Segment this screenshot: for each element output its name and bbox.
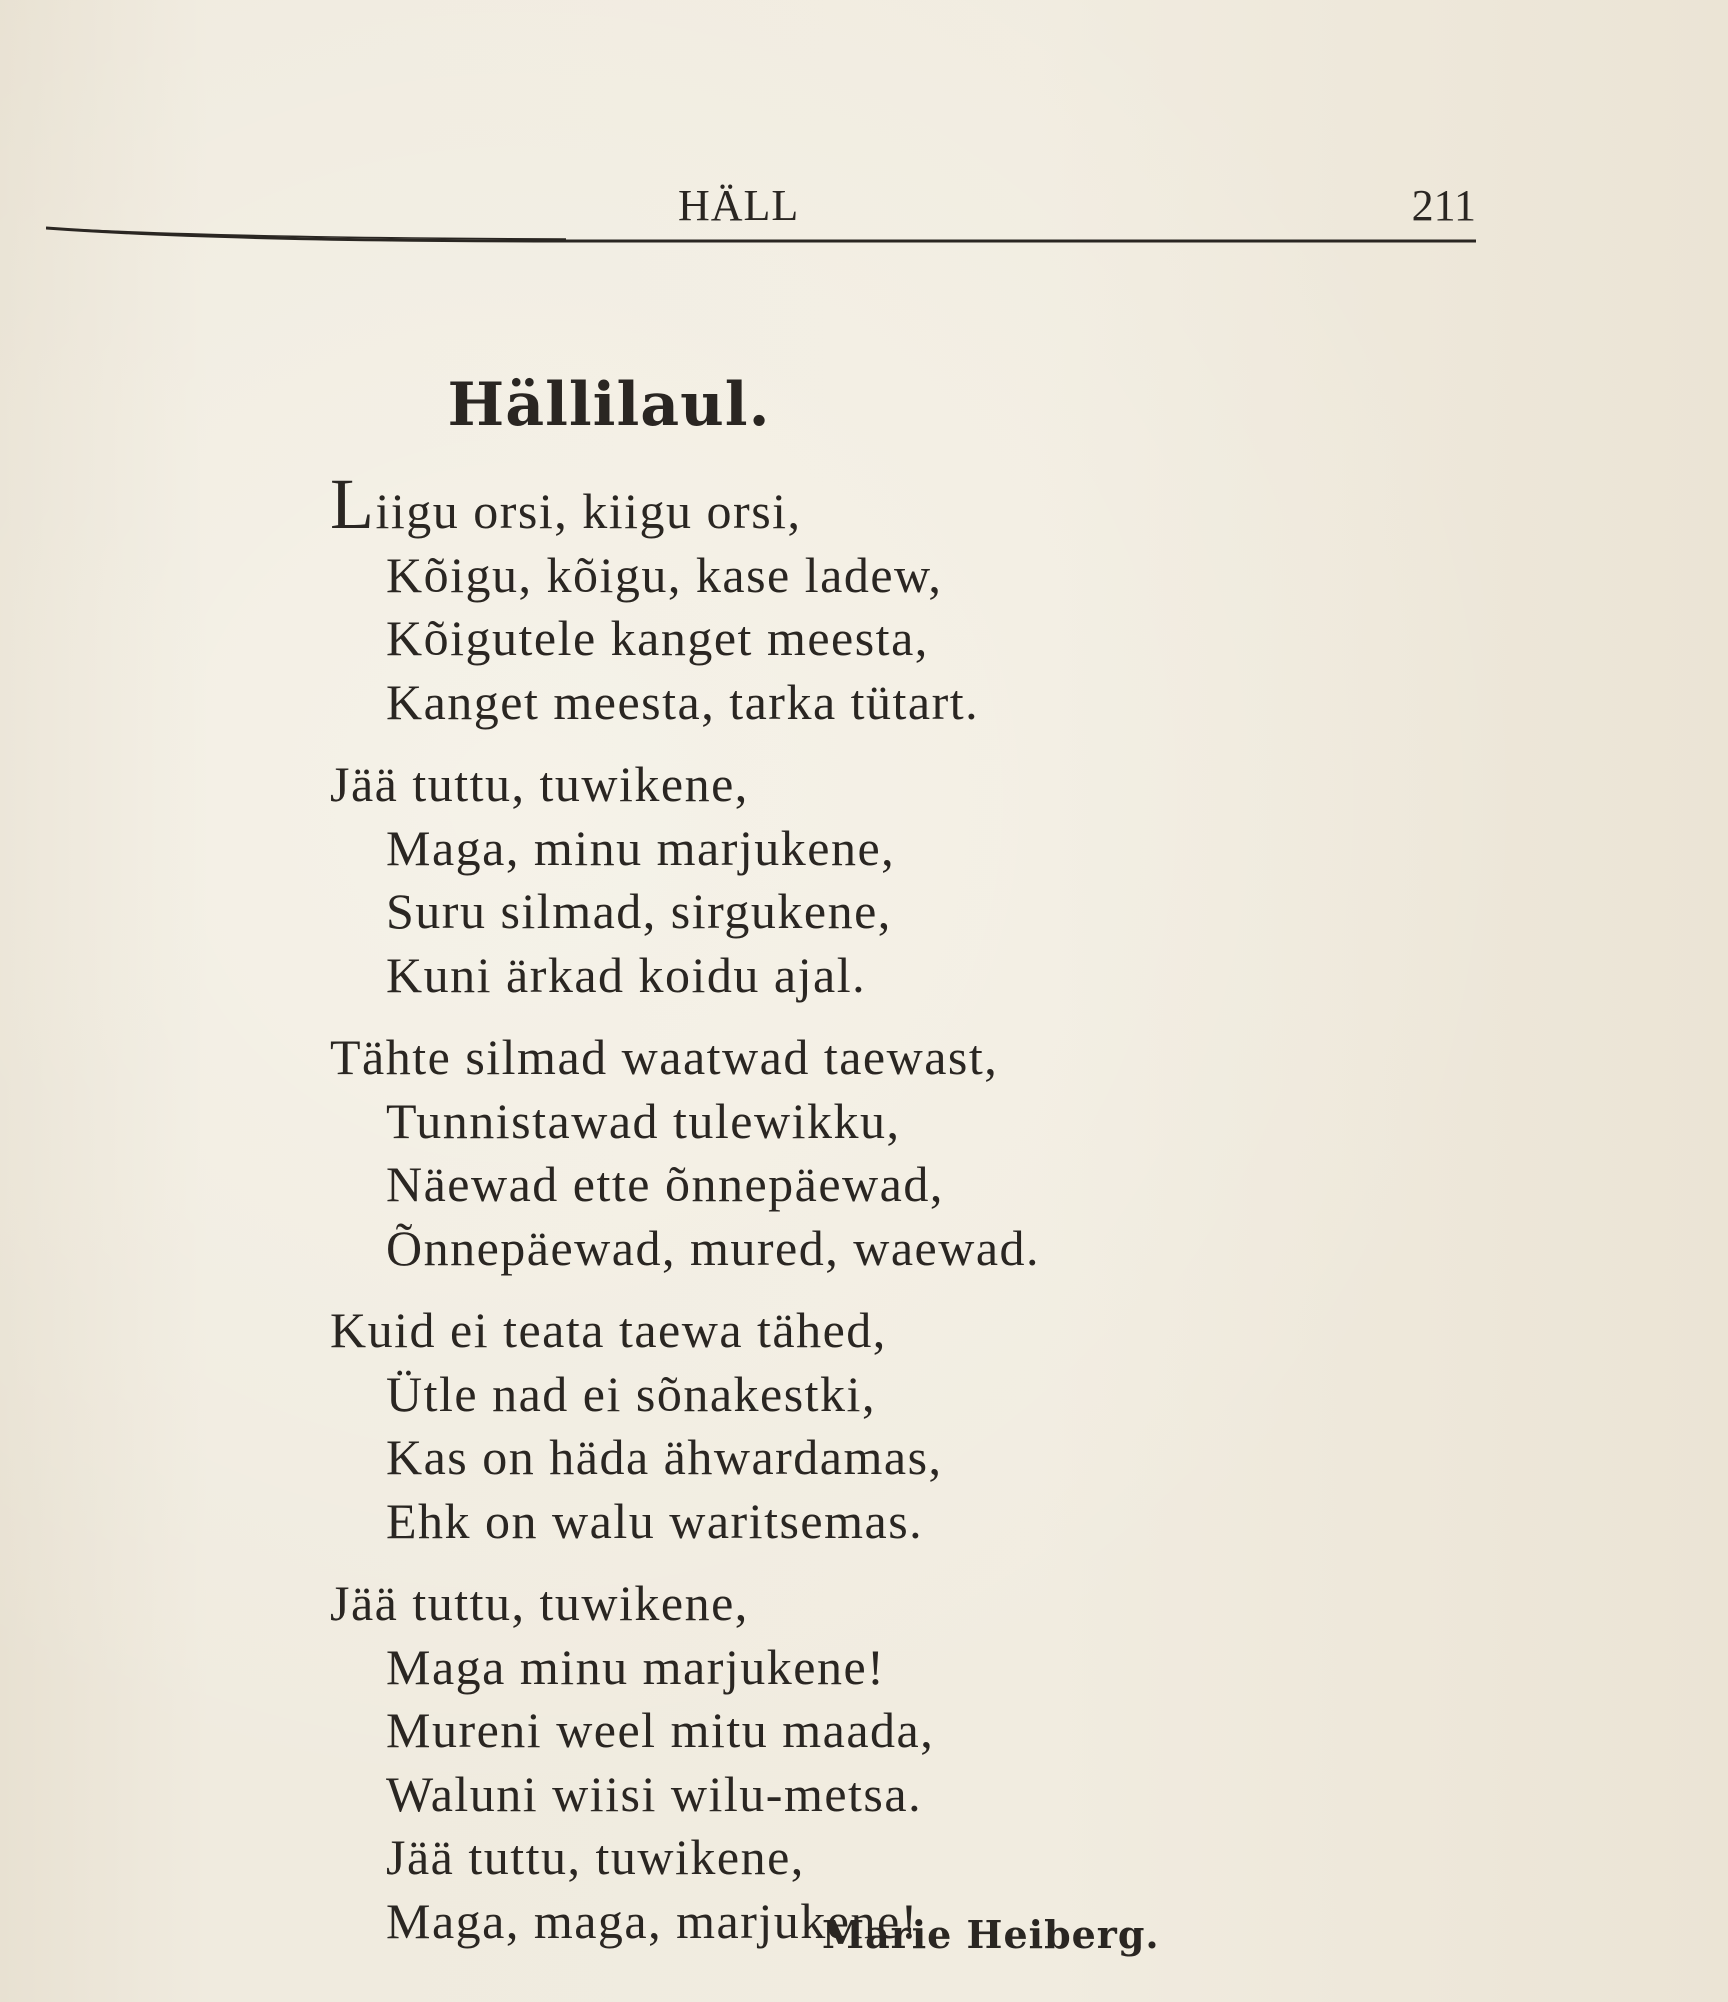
poem-line: Tunnistawad tulewikku, (386, 1092, 901, 1149)
poem-line: Suru silmad, sirgukene, (386, 883, 892, 939)
poem-line: Waluni wiisi wilu-metsa. (386, 1765, 923, 1822)
poem-line: Kanget meesta, tarka tütart. (386, 673, 980, 730)
stanza-2 (330, 753, 1040, 1007)
poem-line: Maga, minu marjukene, (386, 819, 896, 876)
page-number: 211 (1411, 181, 1476, 230)
poem-line: Maga minu marjukene! (386, 1638, 886, 1695)
poem-line: Kõigu, kõigu, kase ladew, (386, 546, 943, 603)
poem-line-text: iigu orsi, kiigu orsi, (375, 483, 802, 539)
page-header (46, 176, 1476, 256)
poem-line (330, 464, 1040, 544)
poem-line: Maga, maga, marjukene! (386, 1892, 919, 1949)
stanza-4 (330, 1299, 1040, 1553)
poem-line: Mureni weel mitu maada, (386, 1702, 935, 1758)
running-title: HÄLL (678, 181, 800, 230)
poem-line: Kõigutele kanget meesta, (386, 610, 929, 666)
poem-line: Näewad ette õnnepäewad, (386, 1156, 944, 1212)
header-rule (46, 224, 1476, 246)
poem-body (330, 464, 1041, 1972)
poem-line: Ehk on walu waritsemas. (386, 1492, 924, 1549)
poem-line: Tähte silmad waatwad taewast, (330, 1029, 999, 1085)
poem-line: Jää tuttu, tuwikene, (330, 756, 749, 812)
stanza-3 (330, 1026, 1040, 1280)
poem-line: Jää tuttu, tuwikene, (386, 1829, 805, 1885)
poem-line: Kuid ei teata taewa tähed, (330, 1302, 887, 1358)
poem-line: Kas on häda ähwardamas, (386, 1429, 943, 1485)
poem-line: Jää tuttu, tuwikene, (330, 1575, 749, 1631)
stanza-1 (330, 464, 1040, 734)
poem-line: Õnnepäewad, mured, waewad. (386, 1219, 1041, 1276)
poem-title: Hällilaul. (447, 370, 771, 440)
poem-author: Marie Heiberg. (822, 1912, 1160, 1957)
drop-cap: L (330, 464, 376, 544)
stanza-5 (330, 1572, 1040, 1953)
poem-line: Ütle nad ei sõnakestki, (386, 1365, 876, 1422)
poem-line: Kuni ärkad koidu ajal. (386, 946, 867, 1003)
